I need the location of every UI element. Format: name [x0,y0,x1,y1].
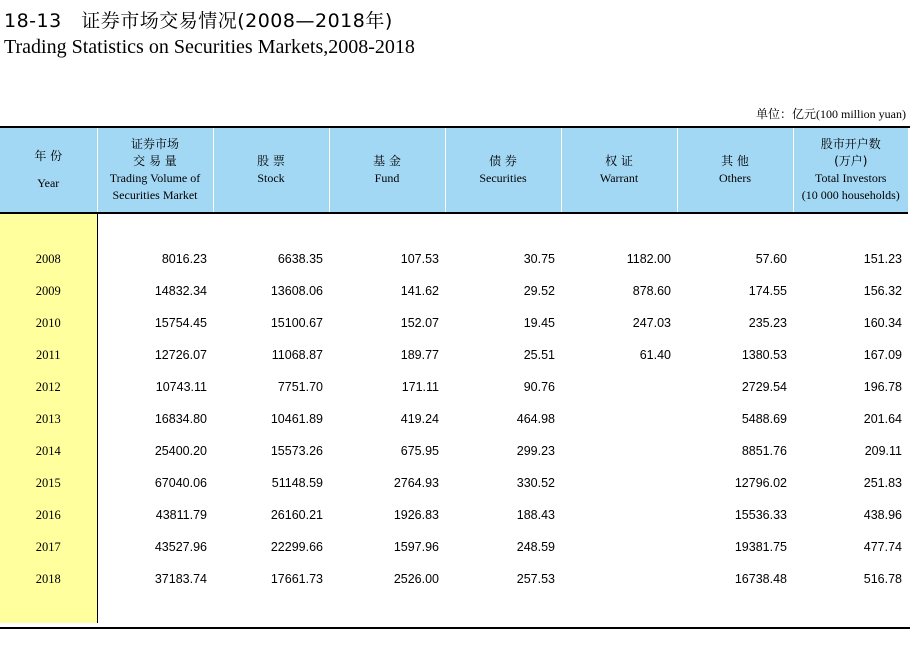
table-row [0,275,908,307]
value-cell-2: 10461.89 [270,412,323,426]
column-header-0 [0,128,97,213]
filler-cell [0,595,97,623]
table-row [0,467,908,499]
value-cell-2: 17661.73 [270,572,323,586]
value-cell-1: 14832.34 [154,284,207,298]
spacer-cell [329,213,445,243]
column-header-3-en-0: Fund [374,171,400,185]
value-cell-3: 141.62 [400,284,439,298]
column-header-7 [793,128,908,213]
value-cell-4: 330.52 [516,476,555,490]
value-cell-2: 7751.70 [277,380,323,394]
value-cell-5: 61.40 [639,348,671,362]
spacer-cell [445,213,561,243]
value-cell-7: 151.23 [863,252,902,266]
value-cell-1: 67040.06 [154,476,207,490]
value-cell-6: 19381.75 [734,540,787,554]
value-cell-4: 90.76 [523,380,555,394]
value-cell-3: 2764.93 [393,476,439,490]
value-cell-4: 29.52 [523,284,555,298]
table-row [0,499,908,531]
year-cell: 2009 [0,275,97,307]
spacer-cell [561,213,677,243]
column-header-3 [329,128,445,213]
value-cell-5 [561,435,677,467]
value-cell-6: 1380.53 [741,348,787,362]
value-cell-3: 2526.00 [393,572,439,586]
value-cell-3: 675.95 [400,444,439,458]
value-cell-3: 171.11 [401,380,439,394]
value-cell-7: 201.64 [863,412,902,426]
statistics-table [0,128,908,623]
value-cell-2: 26160.21 [270,508,323,522]
table-row [0,531,908,563]
filler-cell [213,595,329,623]
value-cell-7: 196.78 [863,380,902,394]
column-header-4 [445,128,561,213]
value-cell-6: 57.60 [755,252,787,266]
column-header-7-en-0: Total Investors [815,171,887,185]
value-cell-5 [561,371,677,403]
value-cell-4: 188.43 [516,508,555,522]
filler-cell [445,595,561,623]
filler-cell [793,595,908,623]
value-cell-1: 16834.80 [154,412,207,426]
page-title-english: Trading Statistics on Securities Markets,2008-2018 [4,36,415,58]
table-row [0,371,908,403]
column-header-1-cn-1: 交 易 量 [133,154,177,168]
spacer-cell [0,213,97,243]
page-title-chinese: 18-13 证券市场交易情况(2008—2018年) [4,10,393,32]
header-row [0,128,908,213]
value-cell-2: 13608.06 [270,284,323,298]
year-cell: 2016 [0,499,97,531]
value-cell-7: 438.96 [863,508,902,522]
value-cell-1: 43527.96 [154,540,207,554]
year-cell: 2015 [0,467,97,499]
year-cell: 2010 [0,307,97,339]
value-cell-2: 51148.59 [271,476,323,490]
value-cell-4: 464.98 [516,412,555,426]
column-header-0-en-0: Year [37,176,60,190]
value-cell-4: 25.51 [523,348,555,362]
value-cell-2: 22299.66 [270,540,323,554]
value-cell-6: 16738.48 [734,572,787,586]
spacer-cell [97,213,213,243]
column-header-1-en-0: Trading Volume of [109,171,201,185]
value-cell-1: 10743.11 [155,380,207,394]
value-cell-3: 189.77 [400,348,439,362]
value-cell-2: 6638.35 [277,252,323,266]
column-header-4-en-0: Securities [479,171,527,185]
column-header-5-cn-0: 权 证 [605,154,633,168]
value-cell-7: 167.09 [863,348,902,362]
value-cell-1: 43811.79 [155,508,207,522]
value-cell-1: 8016.23 [161,252,207,266]
value-cell-6: 235.23 [748,316,787,330]
value-cell-5 [561,563,677,595]
value-cell-5 [561,403,677,435]
value-cell-4: 257.53 [516,572,555,586]
filler-row [0,595,908,623]
spacer-row [0,213,908,243]
table-row [0,563,908,595]
column-header-3-cn-0: 基 金 [373,154,401,168]
year-cell: 2012 [0,371,97,403]
value-cell-1: 12726.07 [154,348,207,362]
value-cell-7: 156.32 [863,284,902,298]
column-header-7-cn-1: (万户) [834,154,868,168]
value-cell-4: 30.75 [523,252,555,266]
value-cell-3: 152.07 [400,316,439,330]
value-cell-1: 25400.20 [154,444,207,458]
value-cell-6: 174.55 [748,284,787,298]
value-cell-5 [561,467,677,499]
value-cell-3: 1926.83 [393,508,439,522]
value-cell-6: 2729.54 [741,380,787,394]
value-cell-6: 12796.02 [734,476,787,490]
filler-cell [97,595,213,623]
value-cell-7: 251.83 [863,476,902,490]
value-cell-3: 1597.96 [393,540,439,554]
value-cell-7: 516.78 [863,572,902,586]
value-cell-5: 247.03 [632,316,671,330]
spacer-cell [793,213,908,243]
column-header-1-cn-0: 证券市场 [130,137,179,151]
value-cell-1: 15754.45 [154,316,207,330]
value-cell-3: 107.53 [400,252,439,266]
value-cell-3: 419.24 [400,412,439,426]
filler-cell [561,595,677,623]
value-cell-4: 299.23 [516,444,555,458]
column-header-6-cn-0: 其 他 [721,154,749,168]
spacer-cell [213,213,329,243]
year-cell: 2011 [0,339,97,371]
table-row [0,307,908,339]
year-cell: 2018 [0,563,97,595]
value-cell-5: 1182.00 [626,252,671,266]
filler-cell [677,595,793,623]
filler-cell [329,595,445,623]
value-cell-6: 8851.76 [741,444,787,458]
value-cell-5 [561,531,677,563]
year-cell: 2013 [0,403,97,435]
table-header [0,128,908,213]
value-cell-5: 878.60 [632,284,671,298]
year-cell: 2017 [0,531,97,563]
unit-label: 单位：亿元(100 million yuan) [756,107,906,121]
column-header-0-cn-0: 年 份 [34,149,63,163]
year-cell: 2008 [0,243,97,275]
column-header-5 [561,128,677,213]
table-body [0,213,908,623]
column-header-5-en-0: Warrant [599,171,639,185]
value-cell-7: 209.11 [864,444,902,458]
table-row [0,339,908,371]
column-header-1 [97,128,213,213]
column-header-2 [213,128,329,213]
table-row [0,435,908,467]
value-cell-7: 160.34 [863,316,902,330]
value-cell-4: 19.45 [523,316,555,330]
value-cell-5 [561,499,677,531]
column-header-4-cn-0: 债 券 [489,154,517,168]
column-header-2-cn-0: 股 票 [257,154,285,168]
spacer-cell [677,213,793,243]
column-header-6-en-0: Others [719,171,751,185]
value-cell-2: 15100.67 [270,316,323,330]
value-cell-4: 248.59 [516,540,555,554]
value-cell-2: 15573.26 [270,444,323,458]
column-header-6 [677,128,793,213]
column-header-1-en-1: Securities Market [112,188,198,202]
value-cell-2: 11068.87 [271,348,323,362]
column-header-2-en-0: Stock [257,171,285,185]
column-header-7-en-1: (10 000 households) [801,188,900,202]
value-cell-1: 37183.74 [154,572,207,586]
year-cell: 2014 [0,435,97,467]
statistics-table-container [0,126,910,629]
value-cell-6: 5488.69 [741,412,787,426]
value-cell-7: 477.74 [863,540,902,554]
column-header-7-cn-0: 股市开户数 [820,137,881,151]
value-cell-6: 15536.33 [734,508,787,522]
table-row [0,243,908,275]
table-row [0,403,908,435]
